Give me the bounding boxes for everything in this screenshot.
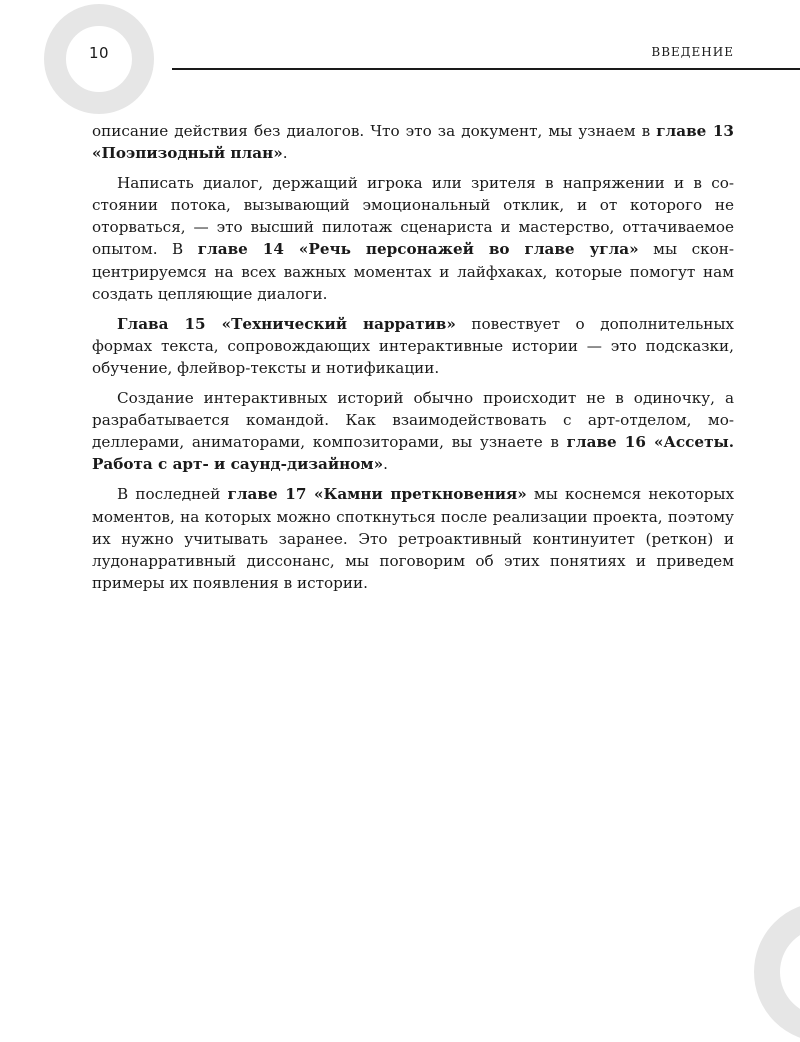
chapter-reference: главе 13 «Поэпизодный план»: [92, 122, 734, 163]
chapter-reference: Глава 15 «Технический нарратив»: [117, 314, 456, 333]
text-span: Написать диалог, держащий игрока или зрителя в напряжении и в состоянии потока, вызывающий эмоциональный отклик, и от которого не оторваться, — это высший пилотаж сценариста и мастерство, оттачиваемое опытом. В: [92, 174, 734, 259]
body-text: [92, 120, 734, 602]
chapter-reference: главе 16 «Ассеты. Работа с арт- и саунд-дизайном»: [92, 433, 734, 474]
text-span: Создание интерактивных историй обычно происходит не в одиночку, а разрабатывается командой. Как взаимодействовать с арт-отделом, моделлерами, аниматорами, композиторами, вы узнаете в: [92, 389, 734, 452]
header-rule: [172, 68, 800, 70]
decorative-ring-bottom: [754, 902, 800, 1042]
text-span: мы коснемся некоторых моментов, на которых можно споткнуться после реализации проекта, поэтому их нужно учитывать заранее. Это ретроактивный континуитет (реткон) и лудонарративный диссонанс, мы поговорим об этих понятиях и приведем примеры их появления в истории.: [92, 485, 735, 592]
text-span: описание действия без диалогов. Что это за документ, мы узнаем в: [92, 122, 657, 140]
chapter-reference: главе 14 «Речь персонажей во главе угла»: [197, 240, 639, 259]
paragraph-3: [92, 313, 734, 379]
paragraph-4: [92, 387, 734, 475]
chapter-reference: главе 17 «Камни преткновения»: [227, 485, 527, 504]
paragraph-5: [92, 483, 734, 593]
text-span: мы сконцентрируемся на всех важных моментах и лайфхаках, которые помогут нам создать цепляющие диалоги.: [92, 240, 734, 303]
text-span: В последней: [117, 485, 228, 504]
running-head: ВВЕДЕНИЕ: [651, 45, 734, 59]
text-span: .: [383, 455, 388, 474]
page-number: 10: [89, 44, 110, 62]
text-span: повествует о дополнительных формах текста, сопровождающих интерактивные истории — это подсказки, обучение, флейвор-тексты и нотификации.: [92, 314, 734, 377]
paragraph-1: [92, 120, 734, 164]
text-span: .: [282, 144, 288, 163]
paragraph-2: [92, 172, 734, 305]
